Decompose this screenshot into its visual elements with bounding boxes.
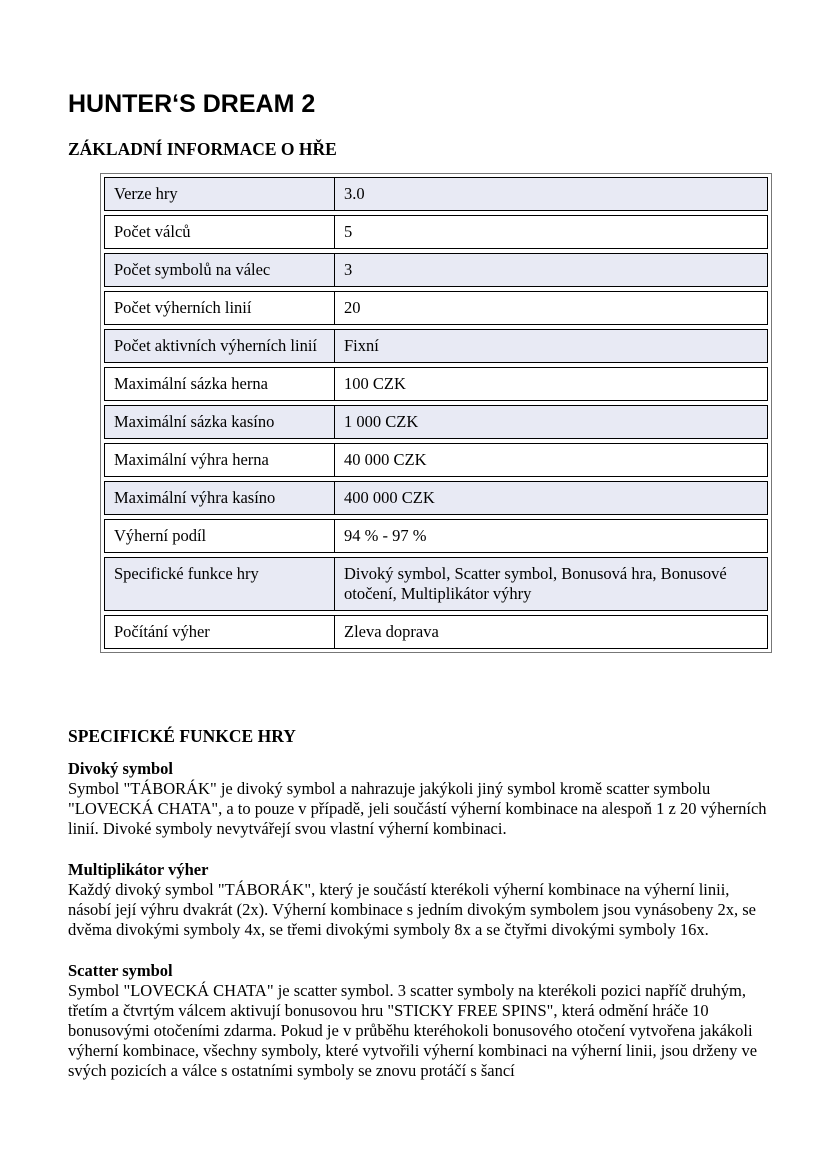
row-value-cell: 40 000 CZK	[344, 450, 427, 469]
row-label-cell: Specifické funkce hry	[105, 558, 335, 610]
feature-section-wild-symbol	[68, 759, 770, 839]
section-heading-basic-info: ZÁKLADNÍ INFORMACE O HŘE	[68, 139, 337, 159]
feature-paragraph: Symbol "LOVECKÁ CHATA" je scatter symbol. 3 scatter symboly na kterékoli pozici napříč druhým, třetím a čtvrtým válcem aktivují bonusovou hru "STICKY FREE SPINS", která odmění hráče 10 bonusovými otočeními zdarma. Pokud je v průběhu kteréhokoli bonusového otočení vytvořena jakákoli výherní kombinace, všechny symboly, které vytvořili výherní kombinaci na výherní linii, jsou drženy ve svých pozicích a válce s ostatními symboly se znovu protáčí s šancí	[68, 981, 758, 1080]
feature-heading: Scatter symbol	[68, 961, 173, 980]
table-row	[104, 367, 768, 401]
table-row	[104, 291, 768, 325]
feature-heading: Divoký symbol	[68, 759, 173, 778]
row-label-cell: Počet výherních linií	[105, 292, 335, 324]
row-value-cell: 94 % - 97 %	[344, 526, 427, 545]
table-row	[104, 557, 768, 611]
row-label-cell: Výherní podíl	[105, 520, 335, 552]
feature-paragraph: Symbol "TÁBORÁK" je divoký symbol a nahrazuje jakýkoli jiný symbol kromě scatter symbolu "LOVECKÁ CHATA", a to pouze v případě, jeli součástí výherní kombinace na alespoň 1 z 20 výherních linií. Divoké symboly nevytvářejí svou vlastní výherní kombinaci.	[68, 779, 767, 838]
row-value-cell: 3.0	[344, 184, 365, 203]
table-row	[104, 519, 768, 553]
row-label-cell: Počet aktivních výherních linií	[105, 330, 335, 362]
row-label-cell: Maximální výhra herna	[105, 444, 335, 476]
row-value-cell: 100 CZK	[344, 374, 406, 393]
row-value-cell: 3	[344, 260, 353, 279]
row-value-cell: Fixní	[344, 336, 379, 355]
row-label-cell: Maximální sázka kasíno	[105, 406, 335, 438]
row-label-cell: Verze hry	[105, 178, 335, 210]
row-value-cell: Divoký symbol, Scatter symbol, Bonusová hra, Bonusové otočení, Multiplikátor výhry	[344, 564, 727, 603]
table-row	[104, 253, 768, 287]
page-title: HUNTER‘S DREAM 2	[68, 90, 316, 118]
row-value-cell: 20	[344, 298, 361, 317]
row-label-cell: Počítání výher	[105, 616, 335, 648]
feature-section-win-multiplier	[68, 860, 770, 940]
row-label-cell: Maximální sázka herna	[105, 368, 335, 400]
row-label-cell: Maximální výhra kasíno	[105, 482, 335, 514]
feature-paragraph: Každý divoký symbol "TÁBORÁK", který je součástí kterékoli výherní kombinace na výherní linii, násobí její výhru dvakrát (2x). Výherní kombinace s jedním divokým symbolem jsou vynásobeny 2x, se dvěma divokými symboly 4x, se třemi divokými symboly 8x a se čtyřmi divokými symboly 16x.	[68, 880, 757, 939]
section-heading-specific-functions: SPECIFICKÉ FUNKCE HRY	[68, 726, 296, 746]
table-row	[104, 405, 768, 439]
row-value-cell: 5	[344, 222, 353, 241]
document-content	[68, 92, 770, 1102]
feature-section-scatter-symbol	[68, 961, 770, 1081]
game-info-table	[100, 173, 772, 653]
feature-heading: Multiplikátor výher	[68, 860, 209, 879]
table-row	[104, 481, 768, 515]
row-value-cell: Zleva doprava	[344, 622, 439, 641]
row-label-cell: Počet válců	[105, 216, 335, 248]
row-value-cell: 400 000 CZK	[344, 488, 435, 507]
table-row	[104, 615, 768, 649]
row-value-cell: 1 000 CZK	[344, 412, 419, 431]
feature-sections	[68, 759, 770, 1081]
table-row	[104, 177, 768, 211]
table-row	[104, 329, 768, 363]
table-row	[104, 215, 768, 249]
table-row	[104, 443, 768, 477]
row-label-cell: Počet symbolů na válec	[105, 254, 335, 286]
